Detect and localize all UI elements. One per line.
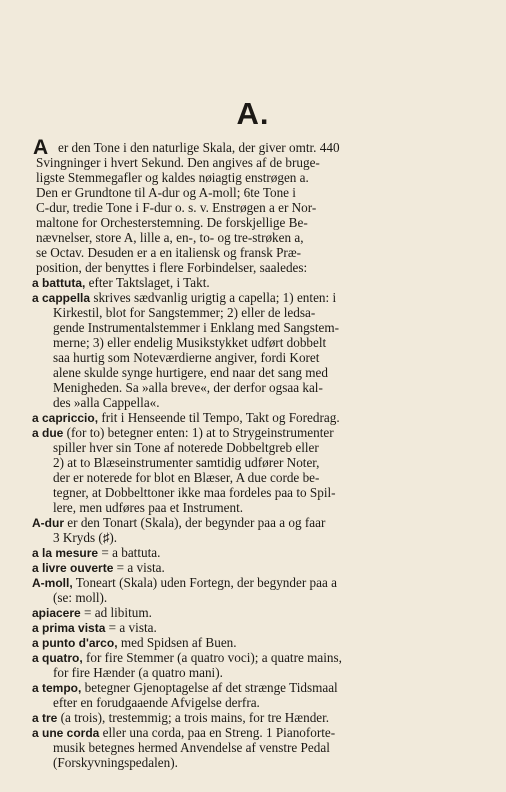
entry-continuation-line xyxy=(53,440,319,455)
initial-letter: A xyxy=(33,136,49,159)
entry-headword: a battuta, xyxy=(32,276,86,290)
entry-headword: a livre ouverte xyxy=(32,561,114,575)
entry-first-line xyxy=(32,275,210,291)
entry-first-line xyxy=(32,605,152,621)
entry-headword: a due xyxy=(32,426,64,440)
entry-first-line xyxy=(32,290,336,306)
entry-text: spiller hver sin Tone af noterede Dobbeltgreb eller xyxy=(53,440,319,455)
entry-first-line xyxy=(32,410,340,426)
entry-text: er den Tonart (Skala), der begynder paa a og faar xyxy=(64,515,326,530)
entry-text: med Spidsen af Buen. xyxy=(117,635,237,650)
entry-headword: a prima vista xyxy=(32,621,106,635)
intro-line: Svingninger i hvert Sekund. Den angives af de bruge- xyxy=(36,155,320,170)
entry-continuation-line xyxy=(53,350,319,365)
entry-text: (Forskyvningspedalen). xyxy=(53,755,178,770)
entry-text: gende Instrumentalstemmer i Enklang med Sangstem- xyxy=(53,320,340,335)
entry-continuation-line xyxy=(53,755,178,770)
entry-text: eller una corda, paa en Streng. 1 Pianoforte- xyxy=(99,725,336,740)
entry-first-line xyxy=(32,725,335,741)
entry-headword: a quatro, xyxy=(32,651,83,665)
entry-text: = a battuta. xyxy=(98,545,161,560)
entry-continuation-line xyxy=(53,530,117,545)
entry-text: efter en forudgaaende Afvigelse derfra. xyxy=(53,695,260,710)
entry-headword: a cappella xyxy=(32,291,91,305)
entry-text: 3 Kryds (♯). xyxy=(53,530,118,545)
entry-first-line xyxy=(32,545,160,561)
entry-headword: a tempo, xyxy=(32,681,82,695)
entry-first-line xyxy=(32,425,334,441)
entry-text: for fire Stemmer (a quatro voci); a quatre mains, xyxy=(82,650,342,665)
entry-text: = ad libitum. xyxy=(80,605,152,620)
entry-first-line xyxy=(32,680,338,696)
entry-continuation-line xyxy=(53,590,107,605)
entry-headword: A-dur xyxy=(32,516,64,530)
entry-text: Toneart (Skala) uden Fortegn, der begynder paa a xyxy=(72,575,337,590)
entry-continuation-line xyxy=(53,470,319,485)
entry-continuation-line xyxy=(53,695,260,710)
entry-text: (se: moll). xyxy=(53,590,108,605)
entry-first-line xyxy=(32,515,325,531)
entry-headword: a tre xyxy=(32,711,58,725)
entry-first-line xyxy=(32,710,329,726)
entry-text: alene skulde synge hurtigere, end naar det sang med xyxy=(53,365,329,380)
entry-text: lere, men udføres paa et Instrument. xyxy=(53,500,244,515)
entry-text: Menigheden. Sa »alla breve«, der derfor ogsaa kal- xyxy=(53,380,323,395)
entry-text: musik betegnes hermed Anvendelse af venstre Pedal xyxy=(53,740,330,755)
entry-headword: a capriccio, xyxy=(32,411,99,425)
entry-first-line xyxy=(32,635,237,651)
entry-headword: a la mesure xyxy=(32,546,99,560)
entry-text: = a vista. xyxy=(113,560,165,575)
entry-text: Kirkestil, blot for Sangstemmer; 2) eller de ledsa- xyxy=(53,305,316,320)
intro-line: Den er Grundtone til A-dur og A-moll; 6te Tone i xyxy=(36,185,296,200)
intro-line: position, der benyttes i flere Forbindelser, saaledes: xyxy=(36,260,308,275)
entry-text: saa hurtig som Noteværdierne angiver, fordi Koret xyxy=(53,350,320,365)
intro-line: C-dur, tredie Tone i F-dur o. s. v. Enstrøgen a er Nor- xyxy=(36,200,317,215)
entry-text: (for to) betegner enten: 1) at to Strygeinstrumenter xyxy=(63,425,334,440)
entry-first-line xyxy=(32,560,165,576)
intro-line: maltone for Orchesterstemning. De forskjellige Be- xyxy=(36,215,308,230)
entry-continuation-line xyxy=(53,320,339,335)
entry-first-line xyxy=(32,620,157,636)
entry-first-line xyxy=(32,650,342,666)
entry-text: des »alla Cappella«. xyxy=(53,395,160,410)
entry-continuation-line xyxy=(53,365,328,380)
entry-headword: apiacere xyxy=(32,606,81,620)
entry-continuation-line xyxy=(53,455,319,470)
entry-text: (a trois), trestemmig; a trois mains, for tre Hænder. xyxy=(57,710,330,725)
entry-text: efter Taktslaget, i Takt. xyxy=(85,275,210,290)
entry-text: tegner, at Dobbelttoner ikke maa fordeles paa to Spil- xyxy=(53,485,336,500)
entry-text: = a vista. xyxy=(105,620,157,635)
entry-continuation-line xyxy=(53,305,315,320)
entry-text: skrives sædvanlig urigtig a capella; 1) enten: i xyxy=(90,290,337,305)
intro-line: er den Tone i den naturlige Skala, der giver omtr. 440 xyxy=(58,140,340,155)
entry-text: frit i Henseende til Tempo, Takt og Foredrag. xyxy=(98,410,340,425)
intro-line: se Octav. Desuden er a en italiensk og fransk Præ- xyxy=(36,245,302,260)
entry-text: der er noterede for blot en Blæser, A due corde be- xyxy=(53,470,320,485)
entry-headword: A-moll, xyxy=(32,576,73,590)
entry-continuation-line xyxy=(53,380,323,395)
entry-text: merne; 3) eller endelig Musikstykket udført dobbelt xyxy=(53,335,327,350)
entry-headword: a une corda xyxy=(32,726,100,740)
entry-continuation-line xyxy=(53,500,243,515)
entry-first-line xyxy=(32,575,337,591)
entry-continuation-line xyxy=(53,395,160,410)
entry-text: betegner Gjenoptagelse af det strænge Tidsmaal xyxy=(81,680,338,695)
entry-continuation-line xyxy=(53,335,326,350)
entry-continuation-line xyxy=(53,740,330,755)
intro-line: nævnelser, store A, lille a, en-, to- og tre-strøken a, xyxy=(36,230,304,245)
entry-continuation-line xyxy=(53,665,223,680)
intro-line: ligste Stemmegafler og kaldes nøiagtig enstrøgen a. xyxy=(36,170,309,185)
entry-text: for fire Hænder (a quatro mani). xyxy=(53,665,223,680)
entry-continuation-line xyxy=(53,485,336,500)
entry-headword: a punto d'arco, xyxy=(32,636,118,650)
page-heading: A. xyxy=(236,96,270,131)
entry-text: 2) at to Blæseinstrumenter samtidig udfører Noter, xyxy=(53,455,320,470)
